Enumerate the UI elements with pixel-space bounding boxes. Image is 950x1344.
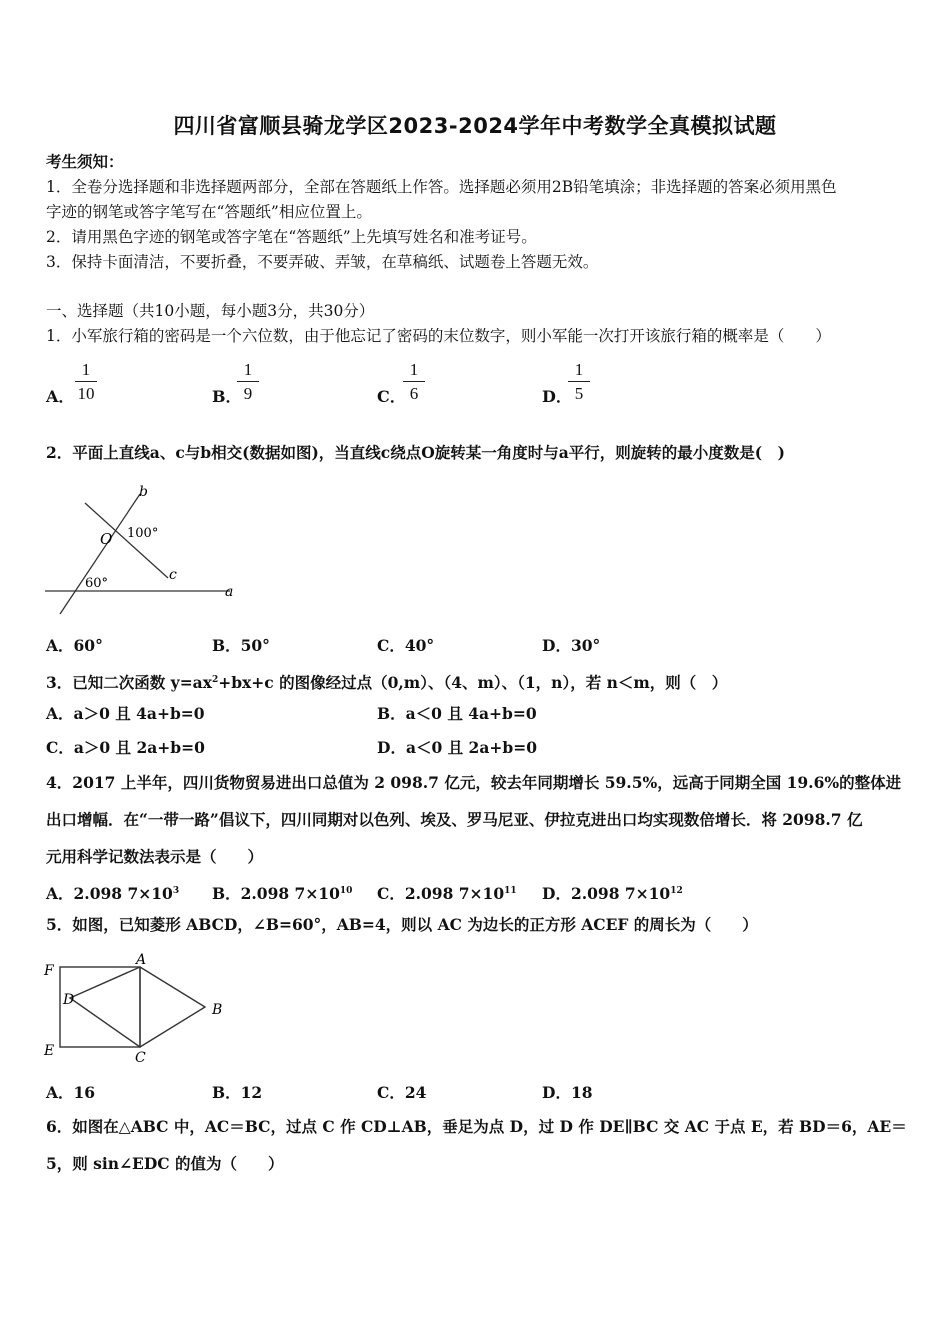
q3-option-d: D．a＜0 且 2a+b=0 xyxy=(377,738,537,757)
q1-d-denominator: 5 xyxy=(574,384,584,403)
q3-stem xyxy=(46,670,727,693)
q4-option-a: A．2.098 $7\times 10^3$ xyxy=(46,884,180,903)
q4-line-2: 出口增幅．在“一带一路”倡议下，四川同期对以色列、埃及、罗马尼亚、伊拉克进出口均实现数倍增长．将 2098.7 亿 xyxy=(46,810,863,829)
q1-b-numerator: 1 xyxy=(243,360,253,379)
q3-stem-a: 3．已知二次函数 y=ax xyxy=(46,673,212,692)
q6-line-2: 5，则 sin∠EDC 的值为（ ） xyxy=(46,1154,284,1173)
q2-figure xyxy=(40,478,250,618)
q5-stem: 5．如图，已知菱形 ABCD，∠B=60°，AB=4，则以 AC 为边长的正方形 ACEF 的周长为（ ） xyxy=(46,915,758,934)
label-e: E xyxy=(44,1043,55,1059)
label-o: O xyxy=(100,530,113,548)
notice-heading: 考生须知： xyxy=(46,152,124,171)
q1-stem: 1．小军旅行箱的密码是一个六位数，由于他忘记了密码的末位数字，则小军能一次打开该旅行箱的概率是（ ） xyxy=(46,327,831,345)
q1-option-c-fraction xyxy=(394,360,434,404)
q1-option-d-label: D． xyxy=(542,387,572,406)
q3-option-c: C．a＞0 且 2a+b=0 xyxy=(46,738,205,757)
q4-option-c: C．2.098 $7\times 10^{11}$ xyxy=(377,884,517,903)
notice-line-1: 1．全卷分选择题和非选择题两部分，全部在答题纸上作答。选择题必须用2B铅笔填涂；非选择题的答案必须用黑色 xyxy=(46,178,837,196)
q5-option-b: B．12 xyxy=(212,1083,263,1102)
q2-option-a: A．60° xyxy=(46,636,103,655)
q3-stem-b: +bx+c 的图像经过点（0,m）、（4、m）、（1，n），若 n＜m，则（ ） xyxy=(218,673,728,692)
q5-figure xyxy=(40,950,230,1065)
q1-option-b-label: B． xyxy=(212,387,242,406)
q2-option-d: D．30° xyxy=(542,636,601,655)
q4-option-d: D．2.098 $7\times 10^{12}$ xyxy=(542,884,683,903)
page-title: 四川省富顺县骑龙学区2023-2024学年中考数学全真模拟试题 xyxy=(173,114,777,138)
q1-c-numerator: 1 xyxy=(409,360,419,379)
q4-line-3: 元用科学记数法表示是（ ） xyxy=(46,847,264,866)
label-b: b xyxy=(139,484,148,500)
label-a: a xyxy=(225,584,234,600)
q1-option-b-fraction xyxy=(228,360,268,404)
label-d: D xyxy=(63,992,75,1008)
q1-a-numerator: 1 xyxy=(81,360,91,379)
q1-c-denominator: 6 xyxy=(409,384,419,403)
q1-b-denominator: 9 xyxy=(243,384,253,403)
label-f: F xyxy=(44,963,54,979)
notice-line-2: 字迹的钢笔或答字笔写在“答题纸”相应位置上。 xyxy=(46,203,372,221)
q4-line-1: 4．2017 上半年，四川货物贸易进出口总值为 2 098.7 亿元，较去年同期增长 59.5%，远高于同期全国 19.6%的整体进 xyxy=(46,773,902,792)
q1-option-d-fraction xyxy=(559,360,599,404)
q4-option-b: B．2.098 $7\times 10^{10}$ xyxy=(212,884,353,903)
q5-option-d: D．18 xyxy=(542,1083,593,1102)
label-c: C xyxy=(135,1050,146,1065)
q6-line-1: 6．如图在△ABC 中，AC＝BC，过点 C 作 CD⊥AB，垂足为点 D，过 D 作 DE∥BC 交 AC 于点 E，若 BD＝6，AE＝ xyxy=(46,1117,907,1136)
rhombus-abcd xyxy=(70,967,205,1047)
angle-60: 60° xyxy=(85,576,109,591)
notice-line-4: 3．保持卡面清洁，不要折叠，不要弄破、弄皱，在草稿纸、试题卷上答题无效。 xyxy=(46,253,599,271)
q2-option-b: B．50° xyxy=(212,636,270,655)
q3-stem-sup: 2 xyxy=(211,675,219,685)
q1-option-a-fraction xyxy=(66,360,106,404)
label-b: B xyxy=(212,1002,223,1018)
q5-option-c: C．24 xyxy=(377,1083,427,1102)
label-a: A xyxy=(136,952,147,968)
q3-option-a: A．a＞0 且 4a+b=0 xyxy=(46,704,205,723)
q3-option-b: B．a＜0 且 4a+b=0 xyxy=(377,704,537,723)
q1-option-c-label: C． xyxy=(377,387,406,406)
angle-100: 100° xyxy=(127,526,159,541)
q2-stem: 2．平面上直线a、c与b相交(数据如图)，当直线c绕点O旋转某一角度时与a平行，则旋转的最小度数是( ) xyxy=(46,443,785,462)
q1-d-numerator: 1 xyxy=(574,360,584,379)
line-b xyxy=(60,494,140,614)
q2-option-c: C．40° xyxy=(377,636,435,655)
q5-option-a: A．16 xyxy=(46,1083,96,1102)
notice-line-3: 2．请用黑色字迹的钢笔或答字笔在“答题纸”上先填写姓名和准考证号。 xyxy=(46,228,537,246)
section-heading: 一、选择题（共10小题，每小题3分，共30分） xyxy=(46,302,375,320)
q1-a-denominator: 10 xyxy=(77,384,95,403)
label-c: c xyxy=(169,567,177,583)
q1-option-a-label: A． xyxy=(46,387,75,406)
